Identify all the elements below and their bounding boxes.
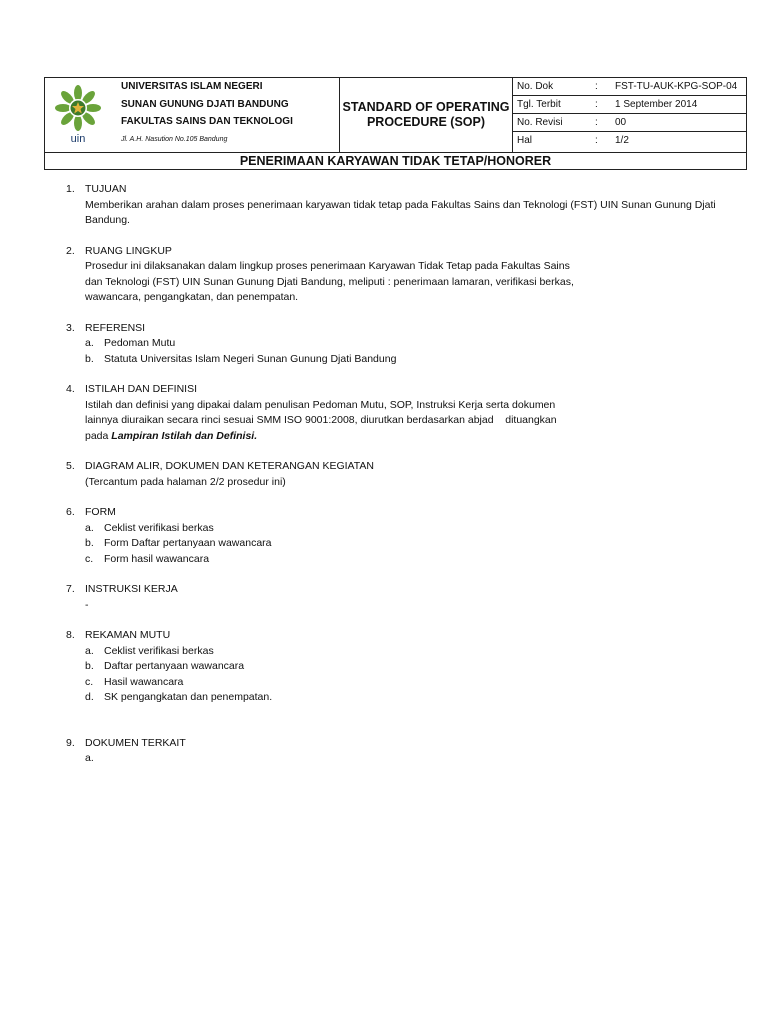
faculty-name: FAKULTAS SAINS DAN TEKNOLOGI	[121, 116, 293, 127]
list-item	[66, 521, 726, 537]
sop-title-line-1: STANDARD OF OPERATING	[342, 100, 510, 114]
section-number: 3.	[66, 321, 75, 334]
list-item-letter: a.	[85, 752, 94, 764]
list-item-text: Form hasil wawancara	[104, 552, 210, 565]
list-item-text: Ceklist verifikasi berkas	[104, 644, 214, 657]
section-title: DIAGRAM ALIR, DOKUMEN DAN KETERANGAN KEGIATAN	[85, 460, 374, 472]
meta-value: 1 September 2014	[615, 99, 698, 110]
section-number: 7.	[66, 583, 75, 595]
list-item	[66, 675, 726, 691]
section-body: -	[85, 598, 89, 611]
section-number: 5.	[66, 460, 75, 472]
university-name: UNIVERSITAS ISLAM NEGERI	[121, 81, 263, 92]
section-ruang-lingkup	[66, 244, 726, 306]
meta-row-page	[513, 132, 746, 152]
section-body: Memberikan arahan dalam proses penerimaan karyawan tidak tetap pada Fakultas Sains dan Teknologi (FST) UIN Sunan Gunung Djati Bandung.	[85, 198, 716, 226]
appendix-reference: Lampiran Istilah dan Definisi.	[111, 429, 258, 442]
meta-label: Hal	[517, 135, 533, 146]
section-tujuan	[66, 182, 726, 229]
list-item-letter: b.	[85, 537, 94, 549]
logo-cell	[45, 78, 111, 152]
meta-label: No. Revisi	[517, 117, 563, 128]
meta-row-issue-date	[513, 96, 746, 114]
list-item-text: Ceklist verifikasi berkas	[104, 521, 214, 534]
document-meta-cell	[513, 78, 746, 152]
section-title: DOKUMEN TERKAIT	[85, 736, 186, 749]
section-number: 8.	[66, 629, 75, 641]
section-body: (Tercantum pada halaman 2/2 prosedur ini)	[85, 475, 286, 488]
document-title: PENERIMAAN KARYAWAN TIDAK TETAP/HONORER	[45, 152, 746, 169]
section-number: 2.	[66, 244, 75, 257]
list-item-text: SK pengangkatan dan penempatan.	[104, 691, 273, 703]
sop-header-table	[44, 77, 747, 170]
meta-value: 00	[615, 117, 627, 128]
section-dokumen-terkait	[66, 736, 726, 764]
university-campus: SUNAN GUNUNG DJATI BANDUNG	[121, 99, 289, 110]
section-title: REKAMAN MUTU	[85, 629, 171, 641]
uin-logo	[45, 78, 111, 152]
section-body-line: Prosedur ini dilaksanakan dalam lingkup proses penerimaan Karyawan Tidak Tetap pada Fakultas Sains	[85, 260, 570, 272]
section-referensi	[66, 321, 726, 368]
meta-label: Tgl. Terbit	[517, 99, 561, 110]
list-item	[66, 536, 726, 552]
sop-title-line-2: PROCEDURE (SOP)	[366, 115, 486, 129]
meta-colon: :	[595, 81, 598, 92]
university-cell	[111, 78, 339, 152]
list-item	[66, 659, 726, 675]
section-number: 4.	[66, 383, 75, 395]
body-text: pada	[85, 429, 112, 442]
list-item-letter: a.	[85, 644, 94, 657]
list-item-letter: c.	[85, 552, 94, 565]
section-form	[66, 505, 726, 567]
meta-value: FST-TU-AUK-KPG-SOP-04	[615, 81, 738, 92]
university-address: Jl. A.H. Nasution No.105 Bandung	[121, 136, 228, 143]
section-rekaman-mutu	[66, 628, 726, 706]
meta-row-doc-number	[513, 78, 746, 96]
section-title: TUJUAN	[85, 183, 127, 195]
section-title: RUANG LINGKUP	[85, 244, 172, 257]
section-title: ISTILAH DAN DEFINISI	[85, 383, 198, 395]
list-item-text: Pedoman Mutu	[104, 337, 176, 349]
list-item	[66, 552, 726, 568]
section-diagram-alir	[66, 459, 726, 490]
list-item-text: Hasil wawancara	[104, 675, 184, 688]
list-item	[66, 644, 726, 660]
meta-row-revision	[513, 114, 746, 132]
logo-text: UIN	[70, 133, 86, 145]
section-body-line: dan Teknologi (FST) UIN Sunan Gunung Djati Bandung, meliputi : penerimaan lamaran, verifikasi berkas,	[85, 275, 574, 288]
list-item-text: Daftar pertanyaan wawancara	[104, 660, 245, 672]
section-body-line: Istilah dan definisi yang dipakai dalam penulisan Pedoman Mutu, SOP, Instruksi Kerja serta dokumen	[85, 398, 556, 411]
list-item-letter: b.	[85, 660, 94, 672]
section-number: 9.	[66, 736, 75, 749]
list-item-letter: d.	[85, 691, 94, 703]
meta-label: No. Dok	[517, 81, 554, 92]
list-item	[66, 690, 726, 706]
section-body-line: lainnya diuraikan secara rinci sesuai SMM ISO 9001:2008, diurutkan berdasarkan abjad dituangkan	[85, 414, 557, 426]
list-item-letter: a.	[85, 337, 94, 349]
sop-title-cell	[339, 78, 513, 152]
section-body-line: wawancara, pengangkatan, dan penempatan.	[85, 291, 299, 303]
meta-value: 1/2	[615, 135, 629, 146]
section-number: 1.	[66, 183, 75, 195]
document-body	[66, 182, 726, 764]
section-instruksi-kerja	[66, 582, 726, 613]
section-istilah-definisi	[66, 382, 726, 444]
section-body-line	[66, 429, 726, 445]
header-top-row	[45, 78, 746, 152]
section-title: REFERENSI	[85, 321, 146, 334]
list-item-text: Form Daftar pertanyaan wawancara	[104, 537, 272, 549]
section-title: INSTRUKSI KERJA	[85, 583, 178, 595]
list-item-text: Statuta Universitas Islam Negeri Sunan Gunung Djati Bandung	[104, 352, 397, 365]
list-item	[66, 352, 726, 368]
list-item-letter: a.	[85, 521, 94, 534]
meta-colon: :	[595, 135, 598, 146]
meta-colon: :	[595, 117, 598, 128]
meta-colon: :	[595, 99, 598, 110]
list-item-letter: c.	[85, 675, 94, 688]
section-number: 6.	[66, 506, 75, 518]
list-item	[66, 336, 726, 352]
list-item-letter: b.	[85, 352, 94, 365]
section-title: FORM	[85, 506, 116, 518]
